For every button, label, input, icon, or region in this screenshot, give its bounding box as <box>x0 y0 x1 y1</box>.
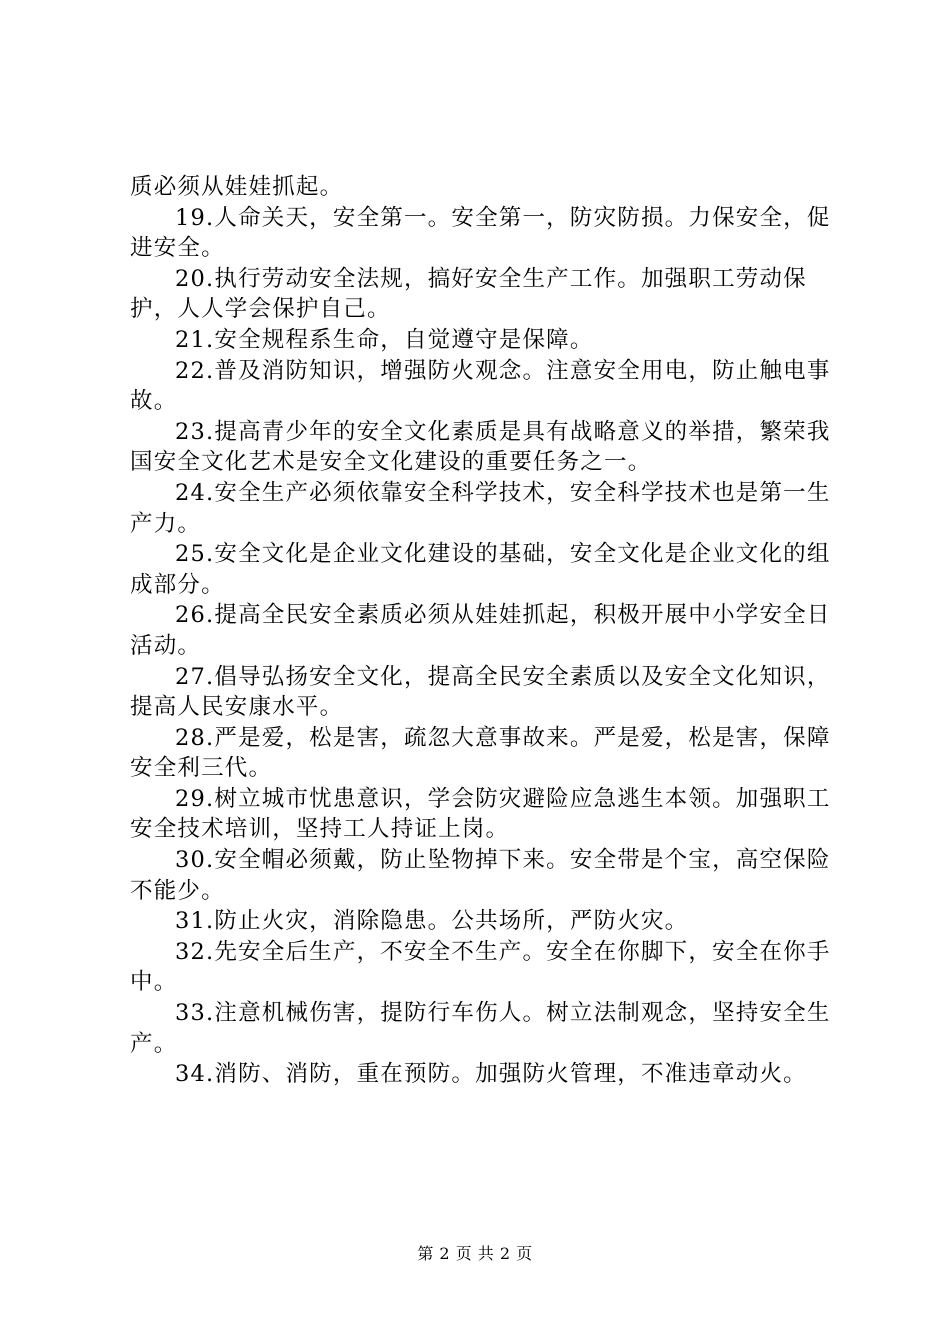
paragraph-item-25: 25.安全文化是企业文化建设的基础，安全文化是企业文化的组成部分。 <box>130 541 831 598</box>
paragraph-item-19: 19.人命关天，安全第一。安全第一，防灾防损。力保安全，促进安全。 <box>130 204 831 262</box>
paragraph-item-22: 22.普及消防知识，增强防火观念。注意安全用电，防止触电事故。 <box>130 357 831 415</box>
page-number-label: 第 2 页 共 2 页 <box>417 1244 533 1263</box>
paragraph-item-33: 33.注意机械伤害，提防行车伤人。树立法制观念，坚持安全生产。 <box>130 1000 831 1057</box>
paragraph-continuation: 质必须从娃娃抓起。 <box>130 174 344 200</box>
paragraph-item-34: 34.消防、消防，重在预防。加强防火管理，不准违章动火。 <box>175 1061 807 1088</box>
document-body <box>130 172 842 1090</box>
paragraph-item-24: 24.安全生产必须依靠安全科学技术，安全科学技术也是第一生产力。 <box>130 479 831 537</box>
paragraph-item-32: 32.先安全后生产，不安全不生产。安全在你脚下，安全在你手中。 <box>130 938 831 996</box>
paragraph-item-20: 20.执行劳动安全法规，搞好安全生产工作。加强职工劳动保护，人人学会保护自己。 <box>130 265 807 323</box>
paragraph-item-21: 21.安全规程系生命，自觉遵守是保障。 <box>175 326 594 353</box>
paragraph-item-30: 30.安全帽必须戴，防止坠物掉下来。安全带是个宝，高空保险不能少。 <box>130 847 831 904</box>
page-footer <box>0 1244 950 1264</box>
paragraph-item-29: 29.树立城市忧患意识，学会防灾避险应急逃生本领。加强职工安全技术培训，坚持工人持证上岗。 <box>130 785 831 843</box>
paragraph-item-23: 23.提高青少年的安全文化素质是具有战略意义的举措，繁荣我国安全文化艺术是安全文化建设的重要任务之一。 <box>130 418 831 476</box>
paragraph-item-31: 31.防止火灾，消除隐患。公共场所，严防火灾。 <box>175 908 689 935</box>
paragraph-item-26: 26.提高全民安全素质必须从娃娃抓起，积极开展中小学安全日活动。 <box>130 602 831 659</box>
paragraph-item-28: 28.严是爱，松是害，疏忽大意事故来。严是爱，松是害，保障安全利三代。 <box>130 724 831 782</box>
paragraph-item-27: 27.倡导弘扬安全文化，提高全民安全素质以及安全文化知识，提高人民安康水平。 <box>130 663 831 721</box>
